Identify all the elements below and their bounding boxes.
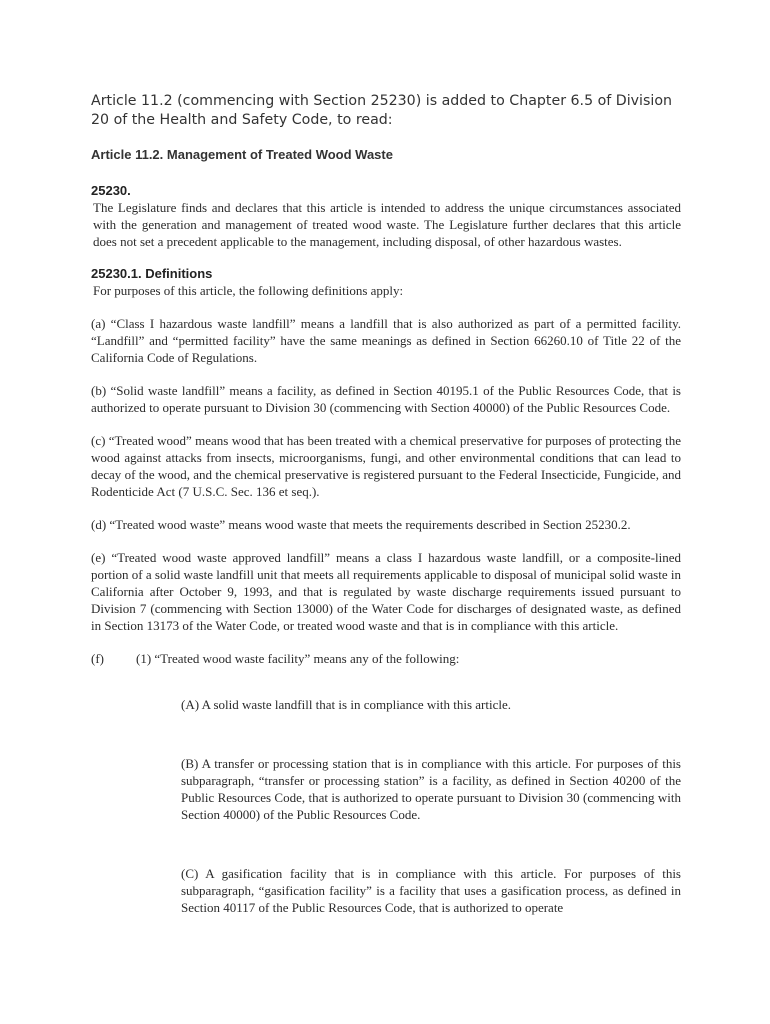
definition-f-A: (A) A solid waste landfill that is in compliance with this article.: [181, 697, 511, 712]
section-25230-1-heading: 25230.1. Definitions: [91, 266, 213, 281]
definition-e: (e) “Treated wood waste approved landfill” means a class I hazardous waste landfill, or a composite-lined portion of a solid waste landfill unit that meets all requirements applicable to disposal of municipal solid waste in California after October 9, 1993, and that is regulated by waste discharge requirements issued pursuant to Division 7 (commencing with Section 13000) of the Water Code for discharges of designated waste, as defined in Section 13173 of the Water Code, or treated wood waste and that is in compliance with this article.: [91, 550, 681, 633]
definition-d: (d) “Treated wood waste” means wood waste that meets the requirements described in Section 25230.2.: [91, 517, 631, 532]
definition-f-B: (B) A transfer or processing station that is in compliance with this article. For purposes of this subparagraph, “transfer or processing station” is a facility, as defined in Section 40200 of the Public Resources Code, that is authorized to operate pursuant to Division 30 (commencing with Section 40000) of the Public Resources Code.: [181, 756, 681, 822]
definition-f-lead: (1) “Treated wood waste facility” means any of the following:: [136, 651, 460, 666]
definition-f-label: (f): [91, 651, 104, 666]
document-page: [91, 92, 681, 929]
definitions-lead: For purposes of this article, the following definitions apply:: [93, 283, 404, 298]
definition-f: [91, 650, 681, 667]
section-25230-heading: 25230.: [91, 183, 131, 198]
intro-text: Article 11.2 (commencing with Section 25230) is added to Chapter 6.5 of Division 20 of the Health and Safety Code, to read:: [91, 93, 673, 128]
definition-c: (c) “Treated wood” means wood that has been treated with a chemical preservative for purposes of protecting the wood against attacks from insects, microorganisms, fungi, and other environmental conditions that can lead to decay of the wood, and the chemical preservative is registered pursuant to the Federal Insecticide, Fungicide, and Rodenticide Act (7 U.S.C. Sec. 136 et seq.).: [91, 433, 681, 499]
definition-b: (b) “Solid waste landfill” means a facility, as defined in Section 40195.1 of the Public Resources Code, that is authorized to operate pursuant to Division 30 (commencing with Section 40000) of the Public Resources Code.: [91, 383, 681, 415]
definition-a: (a) “Class I hazardous waste landfill” means a landfill that is also authorized as part of a permitted facility. “Landfill” and “permitted facility” have the same meanings as defined in Section 66260.10 of Title 22 of the California Code of Regulations.: [91, 316, 681, 365]
definition-f-C: (C) A gasification facility that is in compliance with this article. For purposes of this subparagraph, “gasification facility” is a facility that uses a gasification process, as defined in Section 40117 of the Public Resources Code, that is authorized to operate: [181, 866, 681, 915]
article-title: Article 11.2. Management of Treated Wood Waste: [91, 147, 393, 162]
section-25230-text: The Legislature finds and declares that this article is intended to address the unique circumstances associated with the generation and management of treated wood waste. The Legislature further declares that this article does not set a precedent applicable to the management, including disposal, of other hazardous wastes.: [93, 200, 681, 249]
